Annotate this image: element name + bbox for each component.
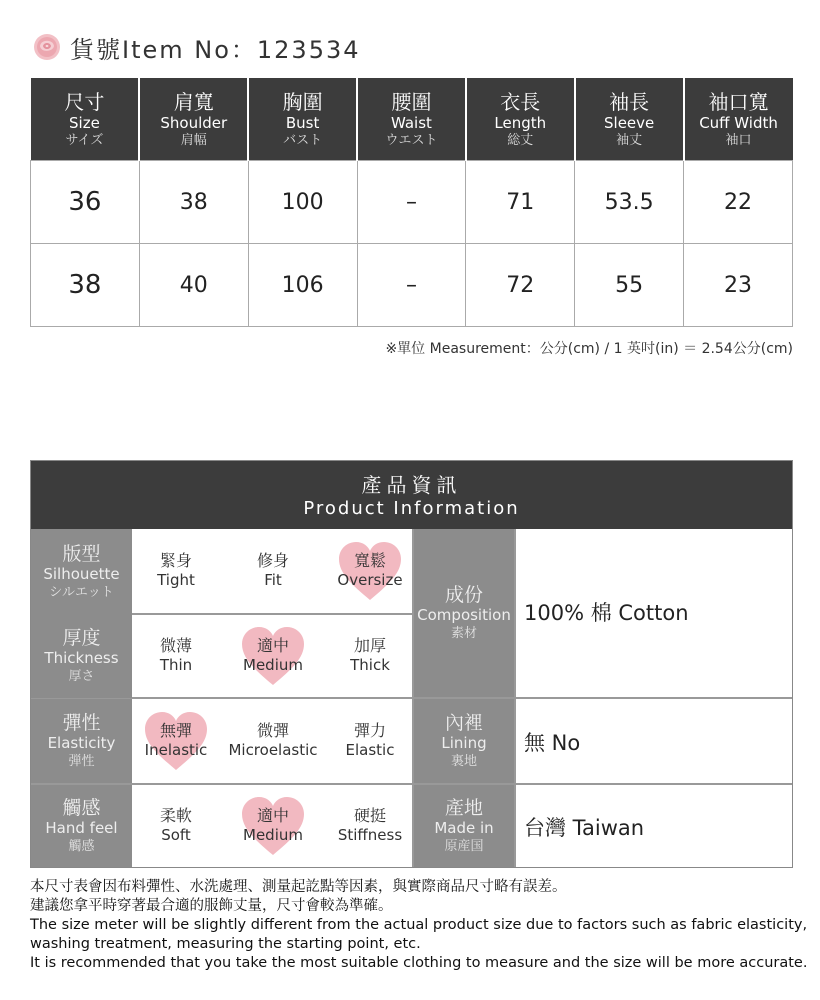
hand-feel-option-soft: 柔軟 Soft <box>159 806 192 844</box>
size-table <box>30 78 793 327</box>
made-in-value: 台灣 Taiwan <box>524 816 645 840</box>
hand-feel-label: 觸感 Hand feel 觸感 <box>31 785 132 867</box>
composition-value: 100% 棉 Cotton <box>524 601 689 625</box>
item-number: 貨號Item No：123534 <box>70 35 361 64</box>
length-value: 72 <box>466 244 575 327</box>
size-disclaimer <box>30 878 808 973</box>
elasticity-option-microelastic: 微彈 Microelastic <box>228 721 318 759</box>
thickness-option-thin: 微薄 Thin <box>159 636 193 674</box>
item-header <box>32 30 361 64</box>
cuff-width-value: 22 <box>684 161 793 244</box>
hand-feel-option-stiffness: 硬挺 Stiffness <box>337 806 403 844</box>
elasticity-option-elastic: 彈力 Elastic <box>345 721 395 759</box>
divider <box>514 529 516 867</box>
col-length: 衣長 Length 総丈 <box>466 78 575 161</box>
waist-value: – <box>357 161 466 244</box>
table-row <box>31 244 793 327</box>
table-row <box>31 161 793 244</box>
col-shoulder: 肩寬 Shoulder 肩幅 <box>139 78 248 161</box>
cuff-width-value: 23 <box>684 244 793 327</box>
lining-label: 內裡 Lining 裏地 <box>414 699 514 783</box>
size-table-header-row <box>31 78 793 161</box>
shoulder-value: 40 <box>139 244 248 327</box>
waist-value: – <box>357 244 466 327</box>
col-waist: 腰圍 Waist ウエスト <box>357 78 466 161</box>
disclaimer-line: 本尺寸表會因布料彈性、水洗處理、測量起訖點等因素，與實際商品尺寸略有誤差。 <box>30 879 567 895</box>
bust-value: 100 <box>248 161 357 244</box>
col-bust: 胸圍 Bust バスト <box>248 78 357 161</box>
silhouette-option-oversize: 寬鬆 Oversize <box>315 551 425 590</box>
col-size: 尺寸 Size サイズ <box>31 78 140 161</box>
length-value: 71 <box>466 161 575 244</box>
sleeve-value: 55 <box>575 244 684 327</box>
sleeve-value: 53.5 <box>575 161 684 244</box>
col-cuff-width: 袖口寬 Cuff Width 袖口 <box>684 78 793 161</box>
silhouette-label: 版型 Silhouette シルエット <box>31 529 132 614</box>
bust-value: 106 <box>248 244 357 327</box>
size-value: 36 <box>31 161 140 244</box>
rose-icon <box>32 32 62 62</box>
disclaimer-line: The size meter will be slightly different from the actual product size due to factors such as fabric elasticity, <box>30 917 808 933</box>
unit-note: ※單位 Measurement：公分(cm) / 1 英吋(in) ＝ 2.54公分(cm) <box>385 341 793 357</box>
divider <box>132 613 412 615</box>
hand-feel-option-medium: 適中 Medium <box>218 806 328 845</box>
elasticity-label: 彈性 Elasticity 弾性 <box>31 699 132 783</box>
product-info-title: 產品資訊 Product Information <box>31 461 792 529</box>
silhouette-option-fit: 修身 Fit <box>256 551 289 589</box>
made-in-label: 產地 Made in 原産国 <box>414 785 514 867</box>
disclaimer-line: It is recommended that you take the most suitable clothing to measure and the size will be more accurate. <box>30 955 808 971</box>
thickness-option-medium: 適中 Medium <box>218 636 328 675</box>
thickness-label: 厚度 Thickness 厚さ <box>31 614 132 698</box>
product-info-panel <box>30 460 793 868</box>
silhouette-option-tight: 緊身 Tight <box>157 551 195 589</box>
elasticity-option-inelastic: 無彈 Inelastic <box>121 721 231 760</box>
composition-label: 成份 Composition 素材 <box>414 529 514 697</box>
disclaimer-line: washing treatment, measuring the starting point, etc. <box>30 936 421 952</box>
thickness-option-thick: 加厚 Thick <box>350 636 390 674</box>
col-sleeve: 袖長 Sleeve 袖丈 <box>575 78 684 161</box>
disclaimer-line: 建議您拿平時穿著最合適的服飾丈量，尺寸會較為準確。 <box>30 898 393 914</box>
lining-value: 無 No <box>524 731 581 755</box>
size-value: 38 <box>31 244 140 327</box>
shoulder-value: 38 <box>139 161 248 244</box>
